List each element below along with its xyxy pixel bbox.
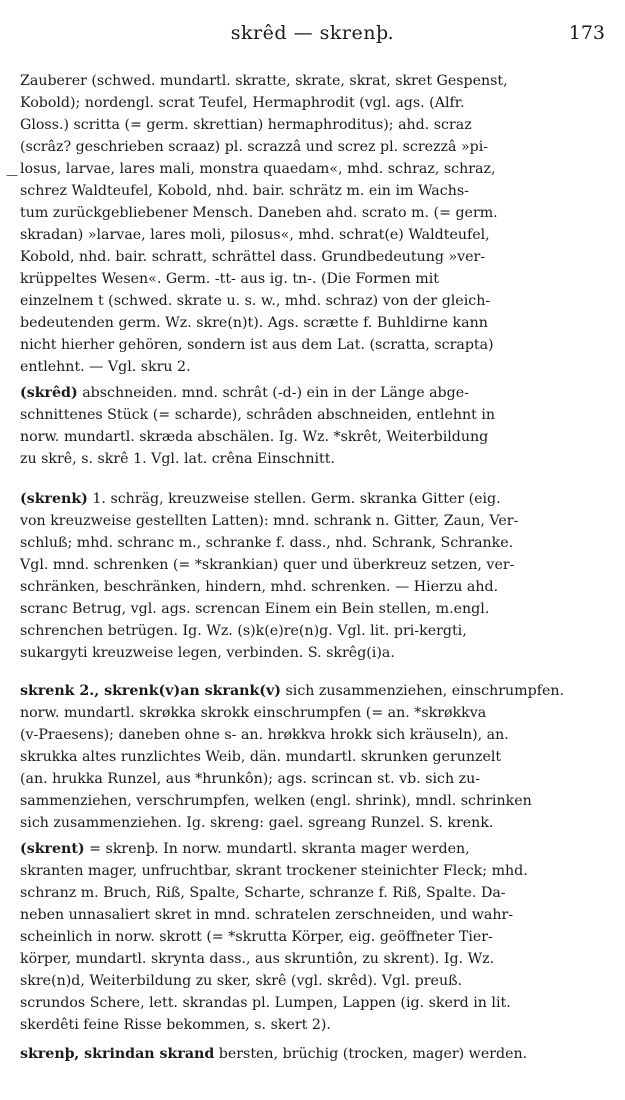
entry-lemma: (skrêd) [20,385,78,401]
page-number: 173 [568,22,605,44]
running-head: skrêd — skrenþ. [230,22,395,44]
entry-line: Vgl. mnd. schrenken (= *skrankian) quer und überkreuz setzen, ver- [20,557,515,573]
entry-continuation [20,70,596,378]
entry-line: schluß; mhd. schranc m., schranke f. dass., nhd. Schrank, Schranke. [20,535,514,551]
entry-line: nicht hierher gehören, sondern ist aus dem Lat. (scratta, scrapta) [20,337,494,353]
entry-line: körper, mundartl. skrynta dass., aus skruntiôn, zu skrent). Ig. Wz. [20,951,495,967]
entry-line: von kreuzweise gestellten Latten): mnd. schrank n. Gitter, Zaun, Ver- [20,513,519,529]
entry-lemma: (skrenk) [20,491,88,507]
entry-line: schränken, beschränken, hindern, mhd. schrenken. — Hierzu ahd. [20,579,499,595]
entry-skred [20,382,596,470]
entry-skrenk-1 [20,488,596,664]
entry-line: skradan) »larvae, lares moli, pilosus«, mhd. schrat(e) Waldteufel, [20,227,490,243]
entry-lemma: (skrent) [20,841,85,857]
entry-line: 1. schräg, kreuzweise stellen. Germ. skranka Gitter (eig. [92,491,501,507]
entry-line: schrenchen betrügen. Ig. Wz. (s)k(e)re(n)g. Vgl. lit. pri-kergti, [20,623,467,639]
entry-line: Kobold, nhd. bair. schratt, schrättel dass. Grundbedeutung »ver- [20,249,486,265]
entry-skrenth [20,1043,596,1065]
entry-line: (scrâz? geschrieben scraaz) pl. scrazzâ und screz pl. screzzâ »pi- [20,139,489,155]
entry-line: = skrenþ. In norw. mundartl. skranta mager werden, [89,841,470,857]
entry-line: skranten mager, unfruchtbar, skrant trockener steinichter Fleck; mhd. [20,863,528,879]
entry-line: schranz m. Bruch, Riß, Spalte, Scharte, schranze f. Riß, Spalte. Da- [20,885,506,901]
entry-line: (v-Praesens); daneben ohne s- an. hrøkkva hrokk sich kräuseln), an. [20,727,509,743]
entry-line: skerdêti feine Risse bekommen, s. skert 2). [20,1017,331,1033]
entry-line: norw. mundartl. skræda abschälen. Ig. Wz. *skrêt, Weiterbildung [20,429,489,445]
entry-line: schnittenes Stück (= scharde), schrâden abschneiden, entlehnt in [20,407,496,423]
entry-line: sammenziehen, verschrumpfen, welken (engl. shrink), mndl. schrinken [20,793,532,809]
entry-line: tum zurückgebliebener Mensch. Daneben ahd. scrato m. (= germ. [20,205,498,221]
entry-lemma: skrenþ, skrindan skrand [20,1046,215,1062]
page-header [0,22,625,52]
entry-line: norw. mundartl. skrøkka skrokk einschrumpfen (= an. *skrøkkva [20,705,487,721]
entry-line: neben unnasaliert skret in mnd. schratelen zerschneiden, und wahr- [20,907,514,923]
entry-line: abschneiden. mnd. schrât (-d-) ein in der Länge abge- [82,385,469,401]
entry-line: (an. hrukka Runzel, aus *hrunkôn); ags. scrincan st. vb. sich zu- [20,771,481,787]
entry-line: entlehnt. — Vgl. skru 2. [20,359,191,375]
entry-line: Kobold); nordengl. scrat Teufel, Hermaphrodit (vgl. ags. (Alfr. [20,95,465,111]
entry-line: bedeutenden germ. Wz. skre(n)t). Ags. scrætte f. Buhldirne kann [20,315,488,331]
entry-line: losus, larvae, lares mali, monstra quaedam«, mhd. schraz, schraz, [20,161,496,177]
entry-skrenk-2 [20,680,596,834]
entry-line: skre(n)d, Weiterbildung zu sker, skrê (vgl. skrêd). Vgl. preuß. [20,973,463,989]
entry-skrent [20,838,596,1036]
entry-line: scheinlich in norw. skrott (= *skrutta Körper, eig. geöffneter Tier- [20,929,493,945]
entry-line: einzelnem t (schwed. skrate u. s. w., mhd. schraz) von der gleich- [20,293,491,309]
margin-mark: — [6,168,18,182]
entry-line: scrundos Schere, lett. skrandas pl. Lumpen, Lappen (ig. skerd in lit. [20,995,511,1011]
entry-line: sich zusammenziehen. Ig. skreng: gael. sgreang Runzel. S. krenk. [20,815,494,831]
entry-lemma: skrenk 2., skrenk(v)an skrank(v) [20,683,281,699]
entry-line: sukargyti kreuzweise legen, verbinden. S. skrêg(i)a. [20,645,395,661]
entry-line: Gloss.) scritta (= germ. skrettian) hermaphroditus); ahd. scraz [20,117,472,133]
entry-line: krüppeltes Wesen«. Germ. -tt- aus ig. tn-. (Die Formen mit [20,271,439,287]
entry-line: schrez Waldteufel, Kobold, nhd. bair. schrätz m. ein im Wachs- [20,183,469,199]
entry-line: sich zusammenziehen, einschrumpfen. [285,683,564,699]
entry-line: scranc Betrug, vgl. ags. screncan Einem ein Bein stellen, m.engl. [20,601,490,617]
entry-line: skrukka altes runzlichtes Weib, dän. mundartl. skrunken gerunzelt [20,749,502,765]
entry-line: bersten, brüchig (trocken, mager) werden. [218,1046,528,1062]
entry-line: Zauberer (schwed. mundartl. skratte, skrate, skrat, skret Gespenst, [20,73,508,89]
entry-line: zu skrê, s. skrê 1. Vgl. lat. crêna Einschnitt. [20,451,335,467]
